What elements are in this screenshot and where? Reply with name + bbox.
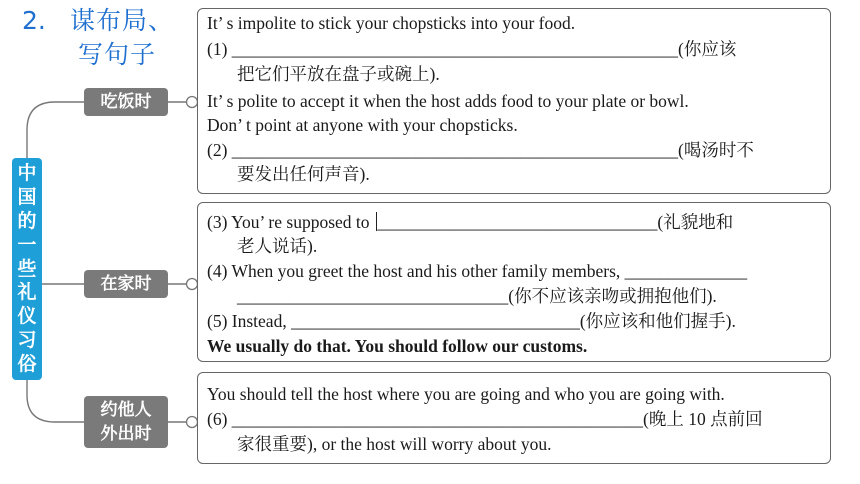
blank-1-hint: 把它们平放在盘子或碗上).	[237, 64, 440, 84]
blank-1-line: (1) ___________________________________________________(你应该	[207, 39, 737, 59]
sentence-line: You should tell the host where you are going and who you are going with.	[207, 384, 725, 404]
heading-number: 2.	[22, 6, 46, 35]
customs-sentence: We usually do that. You should follow our customs.	[207, 336, 588, 356]
sentence-line: Don’ t point at anyone with your chopsticks.	[207, 115, 518, 135]
blank-2-hint: 要发出任何声音).	[237, 164, 370, 184]
blank-3-hint: 老人说话).	[237, 236, 318, 256]
branch-label-going-out	[84, 396, 168, 448]
central-char: 国	[17, 185, 37, 208]
central-char: 中	[17, 162, 37, 184]
central-char: 些	[17, 257, 37, 280]
blank-5-line: (5) Instead, _________________________________(你应该和他们握手).	[207, 311, 736, 331]
blank-3-answer-space: ________________________________(礼貌地和	[377, 212, 734, 232]
central-topic	[12, 158, 42, 380]
central-char: 礼	[17, 281, 37, 304]
blank-4-hint: _______________________________(你不应该亲吻或拥抱他们).	[237, 286, 717, 306]
blank-4-line: (4) When you greet the host and his other family members, ______________	[207, 261, 748, 281]
central-char: 俗	[17, 353, 37, 375]
blank-3-line	[207, 211, 733, 233]
blank-6-line: (6) _______________________________________________(晚上 10 点前回	[207, 409, 763, 429]
branch-label-line: 外出时	[100, 424, 152, 444]
central-char: 的	[17, 209, 37, 232]
sentence-line: It’ s polite to accept it when the host adds food to your plate or bowl.	[207, 91, 689, 111]
branch-label-line: 约他人	[100, 400, 152, 420]
central-char: 仪	[17, 305, 37, 328]
sentence-line: It’ s impolite to stick your chopsticks into your food.	[207, 13, 576, 33]
branch-label-dining: 吃饭时	[84, 88, 168, 116]
blank-6-hint: 家很重要), or the host will worry about you.	[237, 434, 552, 454]
heading-line-2: 写句子	[78, 40, 157, 69]
blank-2-line: (2) ___________________________________________________(喝汤时不	[207, 140, 754, 160]
central-char: 一	[17, 233, 37, 256]
central-char: 习	[17, 329, 37, 352]
branch-label-at-home: 在家时	[84, 270, 168, 298]
heading-line-1: 谋布局、	[70, 6, 175, 35]
blank-3-prefix: (3) You’ re supposed to	[207, 212, 374, 232]
